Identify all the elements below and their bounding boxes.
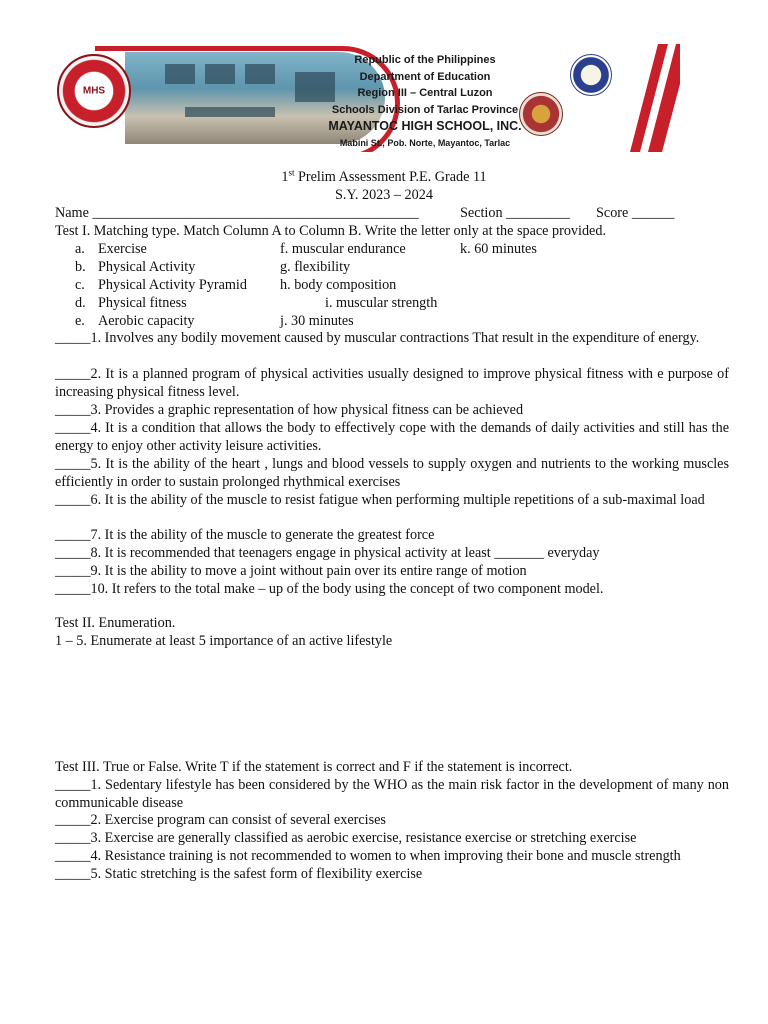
- test3-item: _____2. Exercise program can consist of several exercises: [55, 812, 386, 828]
- col-b-item: h. body composition: [280, 277, 397, 293]
- col-a-letter: b.: [75, 259, 86, 275]
- deped-seal-logo: [570, 54, 612, 96]
- header-region: Region III – Central Luzon: [357, 87, 493, 99]
- col-c-item: k. 60 minutes: [460, 241, 537, 257]
- school-year: S.Y. 2023 – 2024: [335, 187, 433, 203]
- col-b-item: j. 30 minutes: [280, 313, 354, 329]
- test1-item: _____7. It is the ability of the muscle to generate the greatest force: [55, 527, 435, 543]
- title-ordinal-suffix: st: [288, 167, 295, 178]
- test3-instructions: Test III. True or False. Write T if the statement is correct and F if the statement is incorrect.: [55, 759, 573, 775]
- header-banner: [55, 44, 680, 152]
- division-seal-logo: [519, 92, 563, 136]
- test3-item: _____3. Exercise are generally classified as aerobic exercise, resistance exercise or stretching exercise: [55, 830, 637, 846]
- test2-heading: Test II. Enumeration.: [55, 615, 176, 631]
- test1-item: _____3. Provides a graphic representation of how physical fitness can be achieved: [55, 402, 524, 418]
- col-a-letter: c.: [75, 277, 85, 293]
- test1-item: _____2. It is a planned program of physical activities usually designed to improve physical fitness with e purpose of increasing physical fitness level.: [55, 366, 729, 400]
- name-blank[interactable]: ______________________________________________: [92, 205, 419, 221]
- test3-item: _____1. Sedentary lifestyle has been considered by the WHO as the main risk factor in the development of many non communicable disease: [55, 777, 729, 811]
- name-label: Name: [55, 205, 89, 221]
- assessment-title: [0, 168, 768, 186]
- test1-item: _____10. It refers to the total make – up of the body using the concept of two component model.: [55, 581, 604, 597]
- school-seal-logo: MHS: [57, 54, 131, 128]
- header-division: Schools Division of Tarlac Province: [331, 103, 519, 116]
- col-a-item: Exercise: [98, 241, 147, 257]
- header-republic: Republic of the Philippines: [354, 54, 496, 66]
- col-a-item: Aerobic capacity: [98, 313, 195, 329]
- score-blank[interactable]: ______: [631, 205, 675, 221]
- col-b-item: f. muscular endurance: [280, 241, 406, 257]
- test3-item: _____5. Static stretching is the safest form of flexibility exercise: [55, 866, 423, 882]
- header-department: Department of Education: [359, 70, 491, 83]
- test1-item: _____5. It is the ability of the heart , lungs and blood vessels to supply oxygen and nutrients to the working muscles efficiently in order to sustain prolonged rhythmical exercises: [55, 456, 729, 490]
- title-rest: Prelim Assessment P.E. Grade 11: [294, 169, 487, 185]
- col-b-item: i. muscular strength: [325, 295, 438, 311]
- section-blank[interactable]: _________: [506, 205, 570, 221]
- col-b-item: g. flexibility: [280, 259, 351, 275]
- score-field[interactable]: [596, 204, 674, 222]
- name-field[interactable]: [55, 204, 419, 222]
- test1-item: _____9. It is the ability to move a joint without pain over its entire range of motion: [55, 563, 527, 579]
- test1-instructions: Test I. Matching type. Match Column A to Column B. Write the letter only at the space provided.: [55, 223, 606, 239]
- col-a-letter: d.: [75, 295, 86, 311]
- col-a-item: Physical Activity: [98, 259, 196, 275]
- col-a-letter: e.: [75, 313, 85, 329]
- red-stripes-decoration: [610, 44, 680, 152]
- score-label: Score: [596, 205, 629, 221]
- test2-prompt: 1 – 5. Enumerate at least 5 importance of an active lifestyle: [55, 633, 393, 649]
- test3-item: _____4. Resistance training is not recommended to women to when improving their bone and muscle strength: [55, 848, 681, 864]
- test1-item: _____8. It is recommended that teenagers engage in physical activity at least _______ everyday: [55, 545, 600, 561]
- section-field[interactable]: [460, 204, 570, 222]
- col-a-letter: a.: [75, 241, 85, 257]
- test1-item: _____4. It is a condition that allows the body to effectively cope with the demands of daily activities and still has the energy to enjoy other activity leisure activities.: [55, 420, 729, 454]
- header-address: Mabini St., Pob. Norte, Mayantoc, Tarlac: [339, 137, 511, 148]
- title-ordinal: 1: [281, 169, 289, 185]
- test1-item: _____1. Involves any bodily movement caused by muscular contractions That result in the expenditure of energy.: [55, 330, 700, 346]
- header-school-name: MAYANTOC HIGH SCHOOL, INC.: [328, 119, 522, 133]
- col-a-item: Physical Activity Pyramid: [98, 277, 247, 293]
- header-text: [325, 52, 525, 151]
- test1-item: _____6. It is the ability of the muscle to resist fatigue when performing multiple repetitions of a sub-maximal load: [55, 492, 705, 508]
- section-label: Section: [460, 205, 503, 221]
- col-a-item: Physical fitness: [98, 295, 187, 311]
